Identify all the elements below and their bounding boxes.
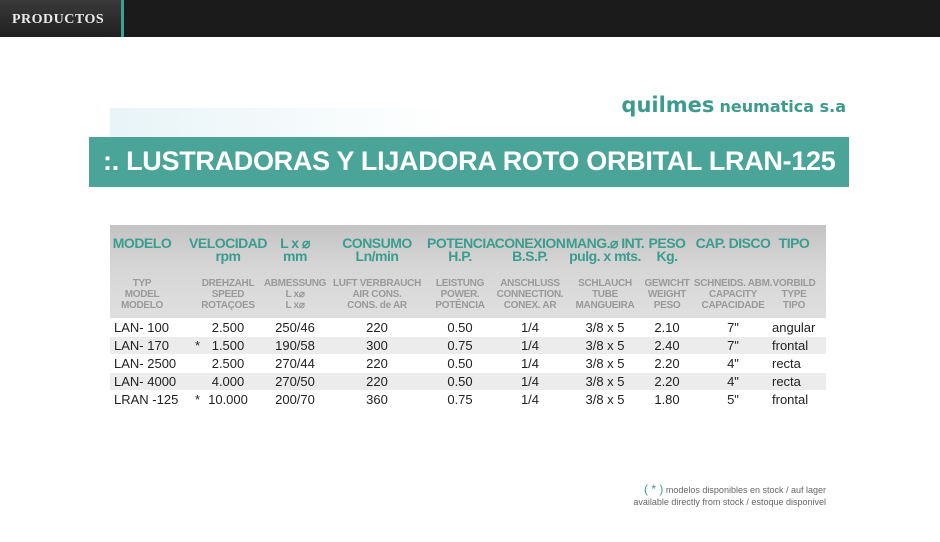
cell-velocidad: 1.500	[211, 338, 245, 353]
table-row	[110, 391, 826, 408]
header-main-7: PESO Kg.	[648, 235, 686, 264]
cell-stock-star: *	[195, 392, 201, 407]
cell-potencia: 0.50	[447, 374, 473, 389]
cell-stock-star: *	[195, 338, 201, 353]
cell-velocidad: 2.500	[211, 320, 245, 335]
footnote-line1: modelos disponibles en stock / auf lager	[665, 485, 826, 495]
cell-disco: 7"	[727, 338, 739, 353]
cell-consumo: 220	[366, 356, 388, 371]
top-bar	[0, 0, 940, 37]
cell-disco: 4"	[727, 374, 739, 389]
header-sub-4: LEISTUNG POWER. POTÊNCIA	[435, 278, 485, 311]
header-main-3: CONSUMO Ln/min	[342, 235, 412, 264]
cell-lxd: 190/58	[275, 338, 315, 353]
cell-consumo: 360	[366, 392, 388, 407]
footnote-line2: available directly from stock / estoque disponivel	[633, 497, 826, 507]
cell-velocidad: 10.000	[208, 392, 248, 407]
cell-potencia: 0.75	[447, 338, 473, 353]
cell-modelo: LAN- 100	[114, 320, 169, 335]
cell-modelo: LAN- 4000	[114, 374, 177, 389]
cell-consumo: 220	[366, 374, 388, 389]
cell-potencia: 0.50	[447, 320, 473, 335]
cell-disco: 7"	[727, 320, 739, 335]
cell-lxd: 200/70	[275, 392, 315, 407]
cell-peso: 2.20	[654, 356, 680, 371]
header-sub-0: TYP MODEL MODELO	[120, 278, 164, 311]
header-sub-8: SCHNEIDS. ABM. CAPACITY CAPACIDADE	[693, 278, 773, 311]
cell-peso: 2.10	[654, 320, 680, 335]
header-main-2: L x ⌀ mm	[280, 235, 310, 264]
header-sub-1: DREHZAHL SPEED ROTAÇOES	[201, 278, 255, 311]
cell-tipo: recta	[772, 356, 801, 371]
cell-velocidad: 4.000	[211, 374, 245, 389]
cell-modelo: LRAN -125	[114, 392, 179, 407]
header-sub-2: ABMESSUNG L x⌀ L x⌀	[263, 278, 327, 311]
header-sub-5: ANSCHLUSS CONNECTION. CONEX. AR	[496, 278, 564, 311]
cell-manguera: 3/8 x 5	[585, 374, 625, 389]
cell-manguera: 3/8 x 5	[585, 320, 625, 335]
brand-name: quilmes	[621, 93, 715, 117]
cell-potencia: 0.50	[447, 356, 473, 371]
cell-manguera: 3/8 x 5	[585, 356, 625, 371]
page-title: :. LUSTRADORAS Y LIJADORA ROTO ORBITAL LRAN-125	[103, 146, 836, 176]
title-banner	[89, 137, 849, 187]
cell-consumo: 300	[366, 338, 388, 353]
header-main-0: MODELO	[112, 235, 172, 251]
header-main-1: VELOCIDAD rpm	[189, 235, 267, 264]
cell-disco: 4"	[727, 356, 739, 371]
header-main-9: TIPO	[778, 235, 810, 251]
stock-footnote	[633, 483, 826, 508]
cell-lxd: 270/44	[275, 356, 315, 371]
cell-tipo: frontal	[772, 392, 809, 407]
cell-lxd: 270/50	[275, 374, 315, 389]
cell-modelo: LAN- 170	[114, 338, 169, 353]
cell-tipo: angular	[772, 320, 816, 335]
cell-tipo: recta	[772, 374, 801, 389]
table-row	[110, 355, 826, 372]
cell-modelo: LAN- 2500	[114, 356, 177, 371]
cell-consumo: 220	[366, 320, 388, 335]
cell-peso: 2.20	[654, 374, 680, 389]
header-main-6: MANG.⌀ INT. pulg. x mts.	[565, 235, 645, 264]
tab-label: PRODUCTOS	[12, 12, 105, 27]
cell-conexion: 1/4	[520, 338, 540, 353]
cell-conexion: 1/4	[520, 392, 540, 407]
table-row	[110, 373, 826, 390]
table-row	[110, 319, 826, 336]
cell-tipo: frontal	[772, 338, 809, 353]
header-sub-3: LUFT VERBRAUCH AIR CONS. CONS. de AR	[332, 278, 422, 311]
cell-peso: 1.80	[654, 392, 680, 407]
header-sub-7: GEWICHT WEIGHT PESO	[644, 278, 690, 311]
header-main-4: POTENCIA H.P.	[427, 235, 496, 264]
cell-disco: 5"	[727, 392, 739, 407]
decorative-fade	[110, 108, 450, 140]
brand-logo	[621, 93, 846, 117]
cell-manguera: 3/8 x 5	[585, 392, 625, 407]
specs-table	[110, 225, 826, 408]
header-sub-6: SCHLAUCH TUBE MANGUEIRA	[575, 278, 635, 311]
cell-peso: 2.40	[654, 338, 680, 353]
cell-lxd: 250/46	[275, 320, 315, 335]
tab-productos[interactable]	[0, 0, 124, 37]
cell-velocidad: 2.500	[211, 356, 245, 371]
header-main-8: CAP. DISCO	[695, 235, 771, 251]
cell-conexion: 1/4	[520, 374, 540, 389]
cell-conexion: 1/4	[520, 320, 540, 335]
header-sub-9: VORBILD TYPE TIPO	[772, 278, 816, 311]
cell-manguera: 3/8 x 5	[585, 338, 625, 353]
footnote-star: ( * )	[644, 482, 664, 496]
cell-potencia: 0.75	[447, 392, 473, 407]
table-row	[110, 337, 826, 354]
brand-sub: neumatica s.a	[719, 97, 846, 116]
cell-conexion: 1/4	[520, 356, 540, 371]
header-main-5: CONEXION B.S.P.	[494, 235, 566, 264]
